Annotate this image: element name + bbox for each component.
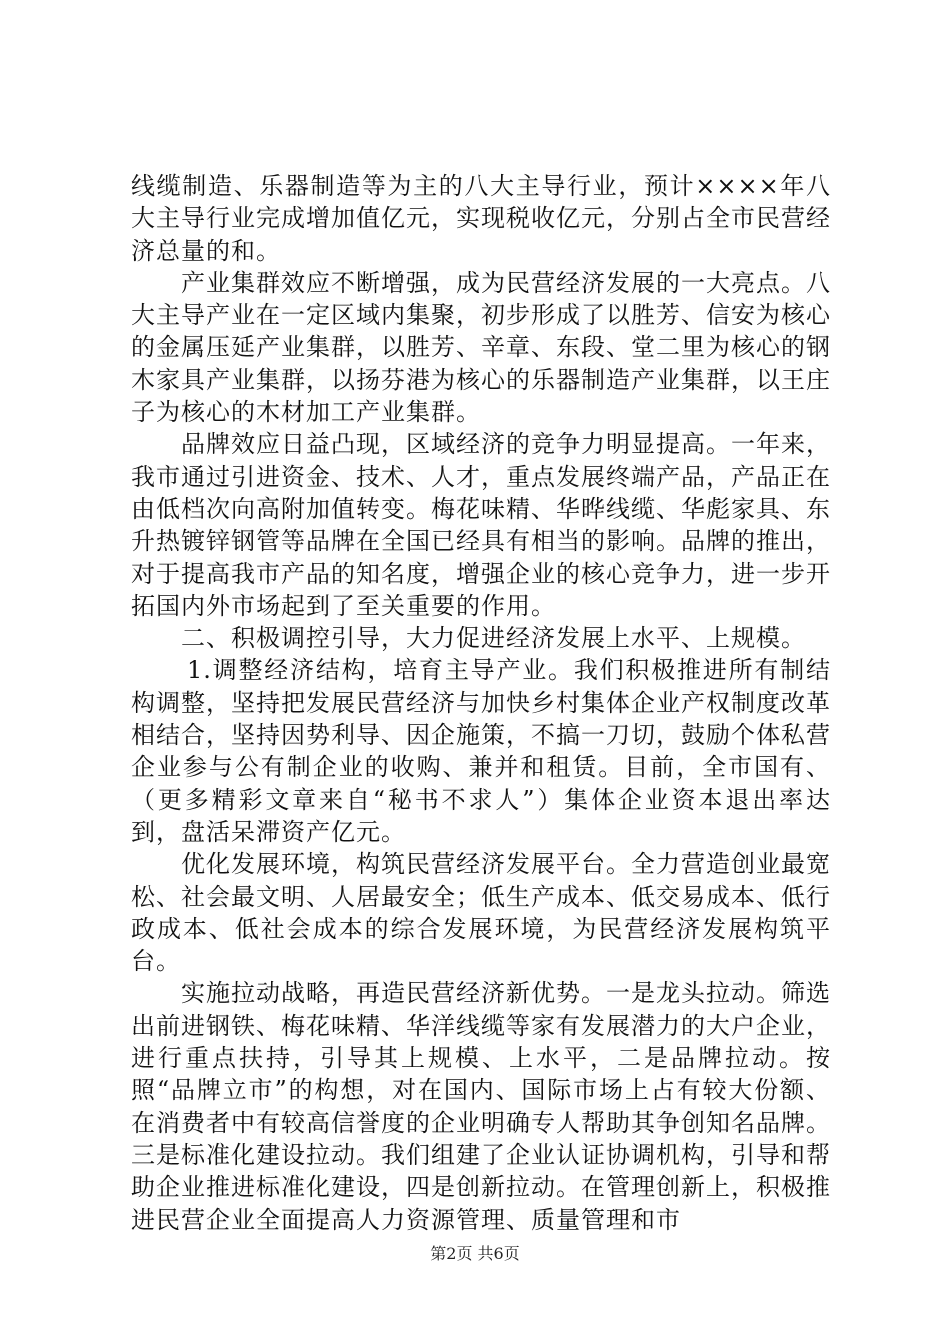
paragraph-continued: 线缆制造、乐器制造等为主的八大主导行业，预计××××年八大主导行业完成增加值亿元，实现税收亿元，分别占全市民营经济总量的和。	[131, 172, 831, 265]
paragraph-industry-cluster: 产业集群效应不断增强，成为民营经济发展的一大亮点。八大主导产业在一定区域内集聚，初步形成了以胜芳、信安为核心的金属压延产业集群，以胜芳、辛章、东段、堂二里为核心的钢木家具产业集群，以扬芬港为核心的乐器制造产业集群，以王庄子为核心的木材加工产业集群。	[131, 268, 831, 427]
section-heading-two: 二、积极调控引导，大力促进经济发展上水平、上规模。	[181, 624, 806, 653]
document-body	[131, 170, 831, 1236]
paragraph-strategy: 实施拉动战略，再造民营经济新优势。一是龙头拉动。筛选出前进钢铁、梅花味精、华洋线缆等家有发展潜力的大户企业，进行重点扶持，引导其上规模、上水平，二是品牌拉动。按照“品牌立市”的构想，对在国内、国际市场上占有较大份额、在消费者中有较高信誉度的企业明确专人帮助其争创知名品牌。三是标准化建设拉动。我们组建了企业认证协调机构，引导和帮助企业推进标准化建设，四是创新拉动。在管理创新上，积极推进民营企业全面提高人力资源管理、质量管理和市	[131, 979, 831, 1234]
paragraph-environment: 优化发展环境，构筑民营经济发展平台。全力营造创业最宽松、社会最文明、人居最安全；低生产成本、低交易成本、低行政成本、低社会成本的综合发展环境，为民营经济发展构筑平台。	[131, 850, 831, 976]
page-footer: 第2页 共6页	[430, 1244, 520, 1263]
paragraph-brand-effect: 品牌效应日益凸现，区域经济的竞争力明显提高。一年来，我市通过引进资金、技术、人才，重点发展终端产品，产品正在由低档次向高附加值转变。梅花味精、华晔线缆、华彪家具、东升热镀锌钢管等品牌在全国已经具有相当的影响。品牌的推出，对于提高我市产品的知名度，增强企业的核心竞争力，进一步开拓国内外市场起到了至关重要的作用。	[131, 430, 831, 620]
paragraph-economic-structure: 1.调整经济结构，培育主导产业。我们积极推进所有制结构调整，坚持把发展民营经济与加快乡村集体企业产权制度改革相结合，坚持因势利导、因企施策，不搞一刀切，鼓励个体私营企业参与公有制企业的收购、兼并和租赁。目前，全市国有、（更多精彩文章来自“秘书不求人”）集体企业资本退出率达到，盘活呆滞资产亿元。	[131, 656, 831, 846]
